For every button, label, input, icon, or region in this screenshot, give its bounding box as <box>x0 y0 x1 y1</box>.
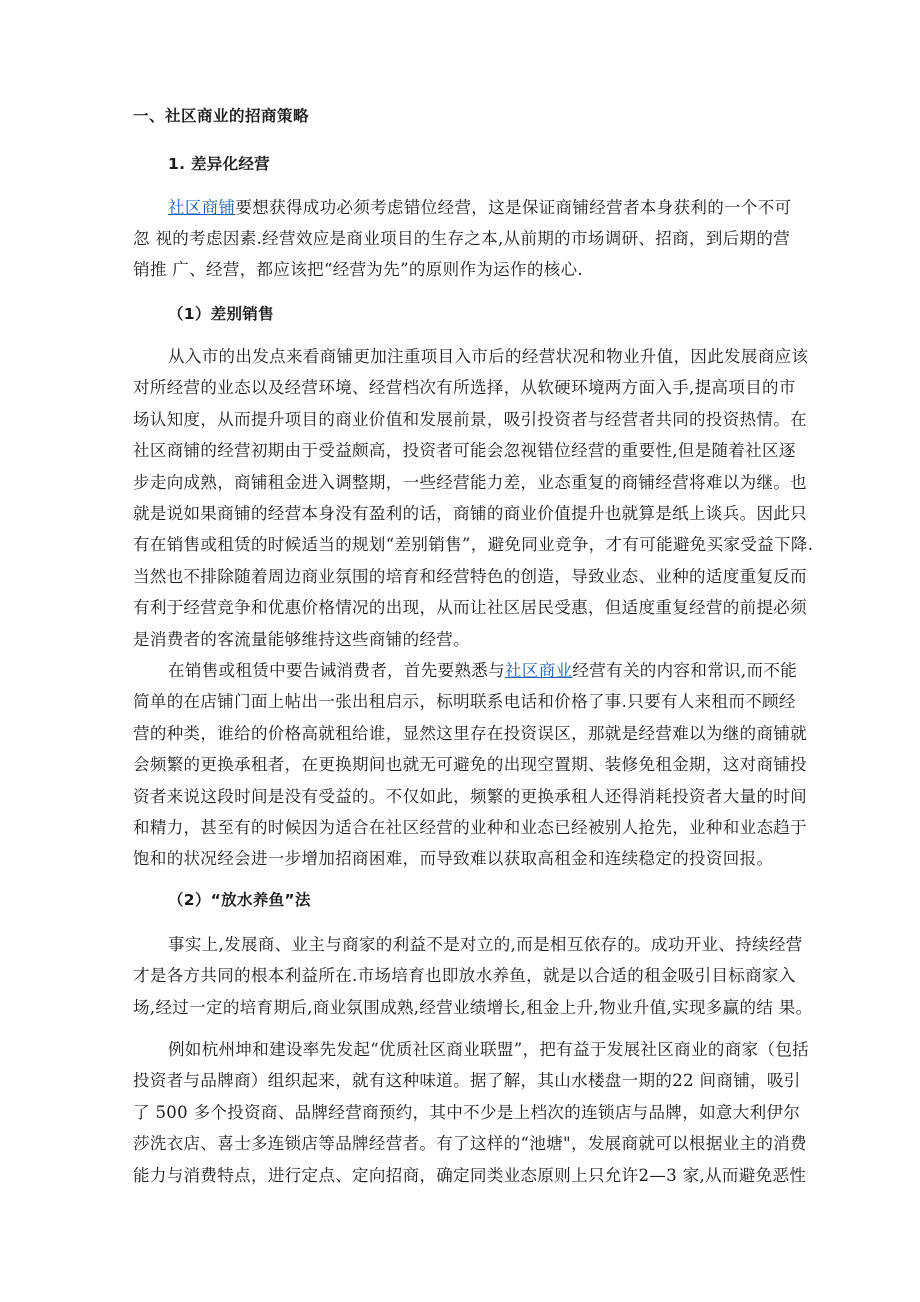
text-line: 资者来说这段时间是没有受益的。不仅如此，频繁的更换承租人还得消耗投资者大量的时间 <box>133 786 807 806</box>
text-line: 例如杭州坤和建设率先发起“优质社区商业联盟”，把有益于发展社区商业的商家（包括 <box>168 1040 810 1059</box>
text-line: 步走向成熟，商铺租金进入调整期，一些经营能力差，业态重复的商铺经营将难以为继。也 <box>133 472 807 492</box>
text-line: 饱和的状况经会进一步增加招商困难，而导致难以获取高租金和连续稳定的投资回报。 <box>133 849 774 869</box>
text-line: 社区商铺的经营初期由于受益颇高，投资者可能会忽视错位经营的重要性,但是随着社区逐 <box>133 441 796 461</box>
text-line: 对所经营的业态以及经营环境、经营档次有所选择，从软硬环境两方面入手,提高项目的市 <box>133 378 796 398</box>
text-line: 投资者与品牌商）组织起来，就有这种味道。据了解，其山水楼盘一期的22 间商铺，吸引 <box>133 1071 801 1091</box>
section-heading: 一、社区商业的招商策略 <box>133 107 310 125</box>
text-line: 事实上,发展商、业主与商家的利益不是对立的,而是相互依存的。成功开业、持续经营 <box>168 935 803 954</box>
text-line: 简单的在店铺门面上帖出一张出租启示，标明联系电话和价格了事.只要有人来租而不顾经 <box>133 692 796 712</box>
text-line: 社区商铺要想获得成功必须考虑错位经营，这是保证商铺经营者本身获利的一个不可 <box>168 198 792 217</box>
text-line: 有在销售或租赁的时候适当的规划“差别销售”，避免同业竞争，才有可能避免买家受益下降. <box>133 535 814 555</box>
text-line: 当然也不排除随着周边商业氛围的培育和经营特色的创造，导致业态、业种的适度重复反而 <box>133 566 807 586</box>
text-line: 场,经过一定的培育期后,商业氛围成熟,经营业绩增长,租金上升,物业升值,实现多赢的结 果。 <box>133 997 813 1017</box>
community-shop-link[interactable]: 社区商铺 <box>168 198 236 217</box>
text-line: 就是说如果商铺的经营本身没有盈利的话，商铺的商业价值提升也就算是纸上谈兵。因此只 <box>133 504 807 523</box>
text-line: 有利于经营竞争和优惠价格情况的出现，从而让社区居民受惠，但适度重复经营的前提必须 <box>133 598 807 618</box>
text-line: 才是各方共同的根本利益所在.市场培育也即放水养鱼，就是以合适的租金吸引目标商家入 <box>133 966 796 986</box>
text-line: 销推 广、经营，都应该把“经营为先”的原则作为运作的核心. <box>133 260 584 279</box>
text-line: 了 500 多个投资商、品牌经营商预约，其中不少是上档次的连锁店与品牌，如意大利伊尔 <box>133 1102 801 1122</box>
subsection-heading: （2）“放水养鱼”法 <box>168 891 311 909</box>
text-line: 场认知度，从而提升项目的商业价值和发展前景，吸引投资者与经营者共同的投资热情。在 <box>133 409 807 429</box>
text-line: 莎洗衣店、喜士多连锁店等品牌经营者。有了这样的“池塘"，发展商就可以根据业主的消费 <box>133 1134 807 1154</box>
text-line: 能力与消费特点，进行定点、定向招商，确定同类业态原则上只允许2—3 家,从而避免恶性 <box>133 1165 807 1185</box>
text-line: 在销售或租赁中要告诫消费者，首先要熟悉与社区商业经营有关的内容和常识,而不能 <box>168 661 798 680</box>
text-line: 会频繁的更换承租者，在更换期间也就无可避免的出现空置期、装修免租金期，这对商铺投 <box>133 755 807 775</box>
text-line: 营的种类，谁给的价格高就租给谁，显然这里存在投资误区，那就是经营难以为继的商铺就 <box>133 723 807 743</box>
text-line: 和精力，甚至有的时候因为适合在社区经营的业种和业态已经被别人抢先，业种和业态趋于 <box>133 818 807 837</box>
text-line: 忽 视的考虑因素.经营效应是商业项目的生存之本,从前期的市场调研、招商，到后期的营 <box>133 229 791 248</box>
subsection-heading: 1. 差异化经营 <box>168 155 270 173</box>
subsection-heading: （1）差别销售 <box>168 305 274 323</box>
text-line: 从入市的出发点来看商铺更加注重项目入市后的经营状况和物业升值，因此发展商应该 <box>168 347 809 366</box>
text-line: 是消费者的客流量能够维持这些商铺的经营。 <box>133 629 470 649</box>
community-commerce-link[interactable]: 社区商业 <box>505 661 573 680</box>
